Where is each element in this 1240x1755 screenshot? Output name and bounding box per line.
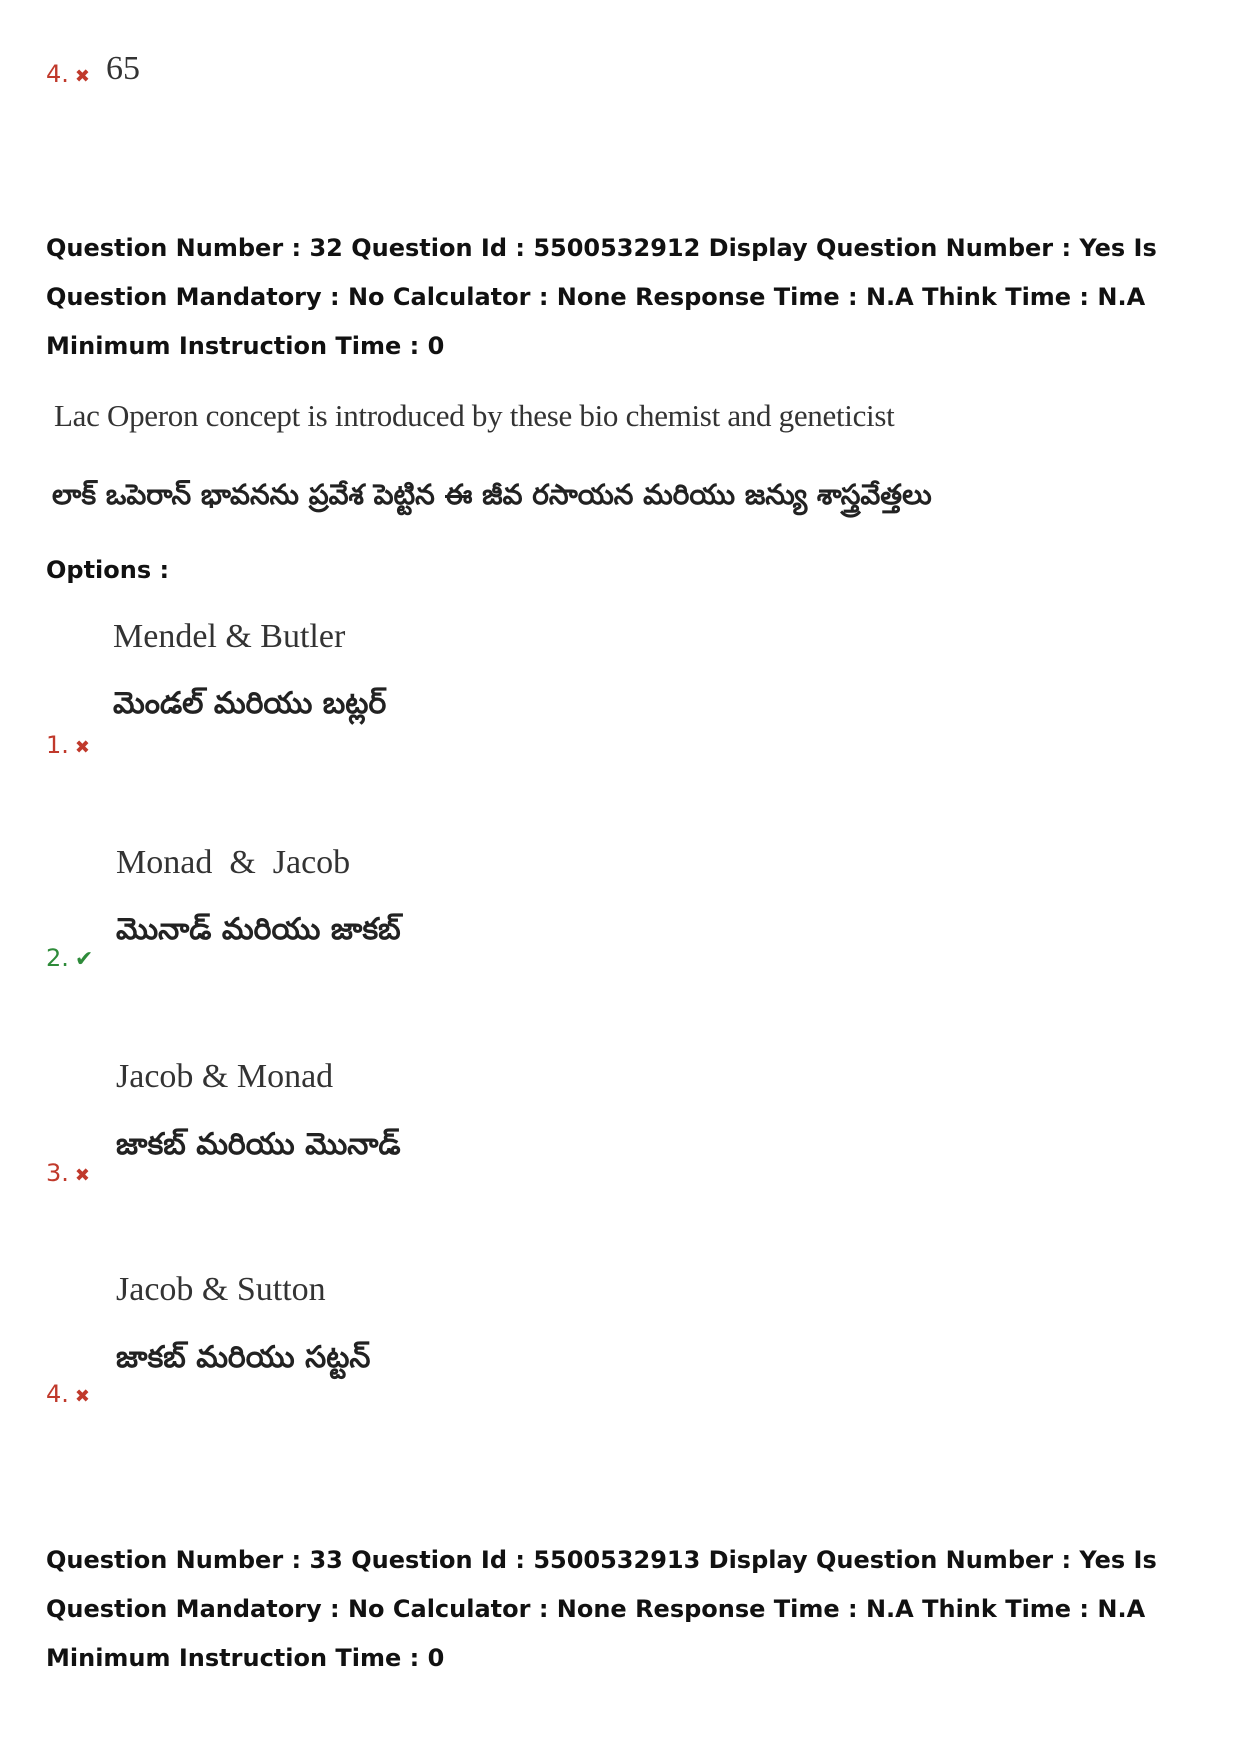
option-2-marker xyxy=(46,946,93,972)
option-1-en: Mendel & Butler xyxy=(113,618,346,655)
option-number: 1. xyxy=(46,731,69,759)
check-icon: ✔ xyxy=(74,947,94,972)
options-label: Options : xyxy=(46,556,170,584)
cross-icon: ✖ xyxy=(74,66,90,87)
option-number: 4. xyxy=(46,60,69,88)
prev-option-4 xyxy=(46,62,90,87)
option-3-te: జాకబ్ మరియు మొనాడ్ xyxy=(116,1127,401,1162)
option-4-te: జాకబ్ మరియు సట్టన్ xyxy=(116,1340,371,1375)
option-2-te: మొనాడ్ మరియు జాకబ్ xyxy=(116,912,401,947)
question-32-meta: Question Number : 32 Question Id : 5500532912 Display Question Number : Yes Is Question Mandatory : No Calculator : None Response Time : N.A Think Time : N.A Minimum Instruction Time : 0 xyxy=(46,234,1157,360)
option-3-en: Jacob & Monad xyxy=(116,1058,334,1095)
question-32-text-en: Lac Operon concept is introduced by these bio chemist and geneticist xyxy=(54,398,895,433)
option-2-en: Monad & Jacob xyxy=(116,844,351,881)
option-number: 4. xyxy=(46,1380,69,1408)
prev-option-value: 65 xyxy=(106,50,140,87)
option-number: 2. xyxy=(46,944,69,972)
option-3-marker xyxy=(46,1161,90,1186)
option-4-marker xyxy=(46,1382,90,1407)
option-1-te: మెండల్ మరియు బట్లర్ xyxy=(113,686,387,721)
option-4-en: Jacob & Sutton xyxy=(116,1271,326,1308)
option-number: 3. xyxy=(46,1159,69,1187)
question-32-text-te: లాక్ ఒపెరాన్ భావనను ప్రవేశ పెట్టిన ఈ జీవ రసాయన మరియు జన్యు శాస్త్రవేత్తలు xyxy=(52,478,932,511)
cross-icon: ✖ xyxy=(74,737,90,758)
cross-icon: ✖ xyxy=(74,1165,90,1186)
cross-icon: ✖ xyxy=(74,1386,90,1407)
question-33-meta: Question Number : 33 Question Id : 5500532913 Display Question Number : Yes Is Question Mandatory : No Calculator : None Response Time : N.A Think Time : N.A Minimum Instruction Time : 0 xyxy=(46,1546,1157,1672)
option-1-marker xyxy=(46,733,90,758)
